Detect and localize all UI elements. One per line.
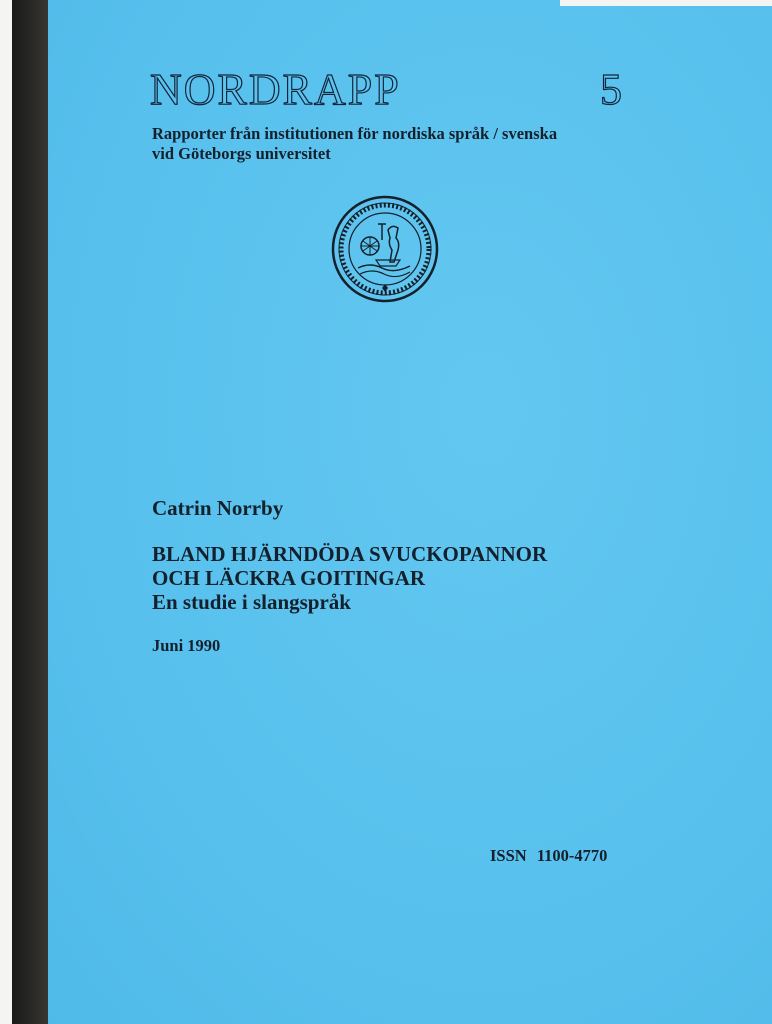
title-line-1: BLAND HJÄRNDÖDA SVUCKOPANNOR — [152, 542, 548, 566]
title-line-2: OCH LÄCKRA GOITINGAR — [152, 566, 426, 590]
publication-date: Juni 1990 — [152, 636, 221, 655]
issn-number: ISSN 1100-4770 — [490, 846, 608, 865]
title-line-3: En studie i slangspråk — [152, 590, 351, 614]
series-number: 5 — [600, 65, 622, 114]
series-title: NORDRAPP — [150, 65, 401, 114]
subtitle-line-2: vid Göteborgs universitet — [152, 144, 331, 163]
author-name: Catrin Norrby — [152, 496, 284, 520]
page-edge — [560, 0, 772, 6]
book-title — [152, 542, 712, 614]
book-spine — [12, 0, 50, 1024]
publisher-subtitle — [152, 124, 672, 164]
university-seal-icon — [330, 194, 440, 304]
subtitle-line-1: Rapporter från institutionen för nordiska språk / svenska — [152, 124, 558, 143]
